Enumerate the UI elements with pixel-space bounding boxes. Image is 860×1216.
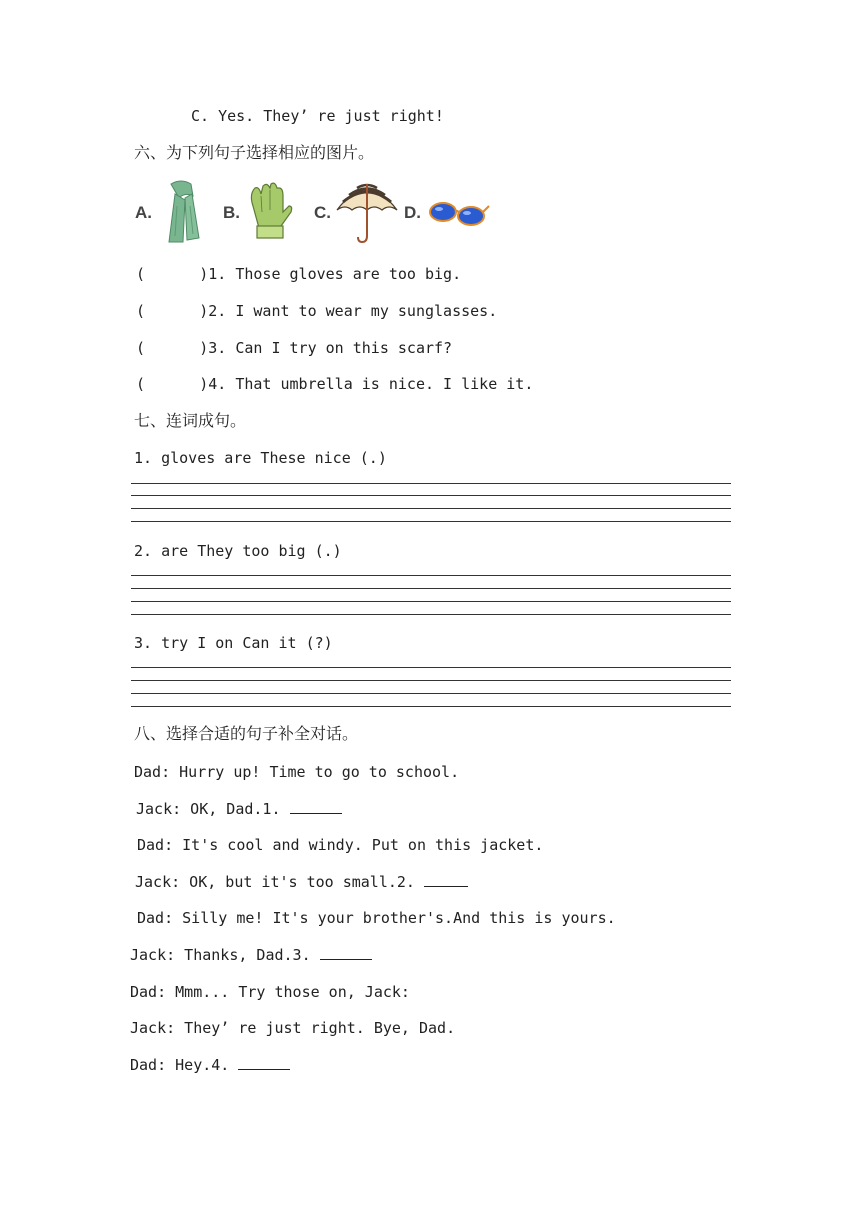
dialogue-line-8: Jack: They’ re just right. Bye, Dad. (130, 1019, 456, 1037)
dialogue-line-3: Dad: It's cool and windy. Put on this jacket. (137, 836, 544, 854)
word-order-item-1: 1. gloves are These nice (.) (134, 449, 387, 467)
answer-paren[interactable]: ( ) (136, 375, 209, 393)
dialogue-text: Jack: OK, Dad.1. (136, 800, 290, 818)
answer-blank-2[interactable] (424, 872, 468, 887)
word-order-item-3: 3. try I on Can it (?) (134, 634, 333, 652)
writing-line (131, 706, 731, 707)
match-item-3 (136, 338, 452, 358)
dialogue-line-1: Dad: Hurry up! Time to go to school. (134, 763, 460, 781)
writing-line (131, 483, 731, 484)
dialogue-line-7: Dad: Mmm... Try those on, Jack: (130, 983, 410, 1001)
gloves-icon (243, 176, 295, 246)
match-item-text: 3. Can I try on this scarf? (208, 339, 453, 357)
dialogue-text: Dad: Hey.4. (130, 1056, 239, 1074)
picture-label-c: C. (314, 203, 331, 222)
dialogue-line-6 (130, 945, 372, 965)
section8-heading: 八、选择合适的句子补全对话。 (134, 724, 359, 743)
dialogue-line-9 (130, 1055, 290, 1075)
writing-line (131, 667, 731, 668)
match-item-2 (136, 301, 497, 321)
picture-label-b: B. (223, 203, 240, 222)
answer-paren[interactable]: ( ) (136, 302, 209, 320)
match-item-4 (136, 374, 533, 394)
dialogue-line-2 (136, 799, 342, 819)
answer-paren[interactable]: ( ) (136, 265, 209, 283)
answer-blank-4[interactable] (238, 1055, 290, 1070)
picture-label-d: D. (404, 203, 421, 222)
umbrella-icon (333, 176, 401, 246)
writing-line (131, 508, 731, 509)
match-item-text: 1. Those gloves are too big. (208, 265, 462, 283)
writing-line (131, 588, 731, 589)
writing-line (131, 601, 731, 602)
writing-line (131, 680, 731, 681)
dialogue-line-5: Dad: Silly me! It's your brother's.And this is yours. (137, 909, 616, 927)
section7-heading: 七、连词成句。 (134, 411, 247, 430)
picture-label-a: A. (135, 203, 152, 222)
scarf-icon (161, 176, 203, 246)
option-c: C. Yes. They’ re just right! (191, 107, 444, 125)
writing-line (131, 614, 731, 615)
sunglasses-icon (425, 176, 491, 246)
answer-paren[interactable]: ( ) (136, 339, 209, 357)
word-order-item-2: 2. are They too big (.) (134, 542, 342, 560)
section6-heading: 六、为下列句子选择相应的图片。 (134, 143, 375, 162)
answer-blank-1[interactable] (290, 799, 342, 814)
writing-line (131, 495, 731, 496)
picture-options (131, 176, 494, 246)
writing-line (131, 693, 731, 694)
match-item-text: 4. That umbrella is nice. I like it. (208, 375, 534, 393)
match-item-1 (136, 264, 461, 284)
answer-blank-3[interactable] (320, 945, 372, 960)
dialogue-text: Jack: OK, but it's too small.2. (135, 873, 424, 891)
writing-line (131, 575, 731, 576)
dialogue-text: Jack: Thanks, Dad.3. (130, 946, 320, 964)
writing-line (131, 521, 731, 522)
dialogue-line-4 (135, 872, 468, 892)
match-item-text: 2. I want to wear my sunglasses. (208, 302, 498, 320)
